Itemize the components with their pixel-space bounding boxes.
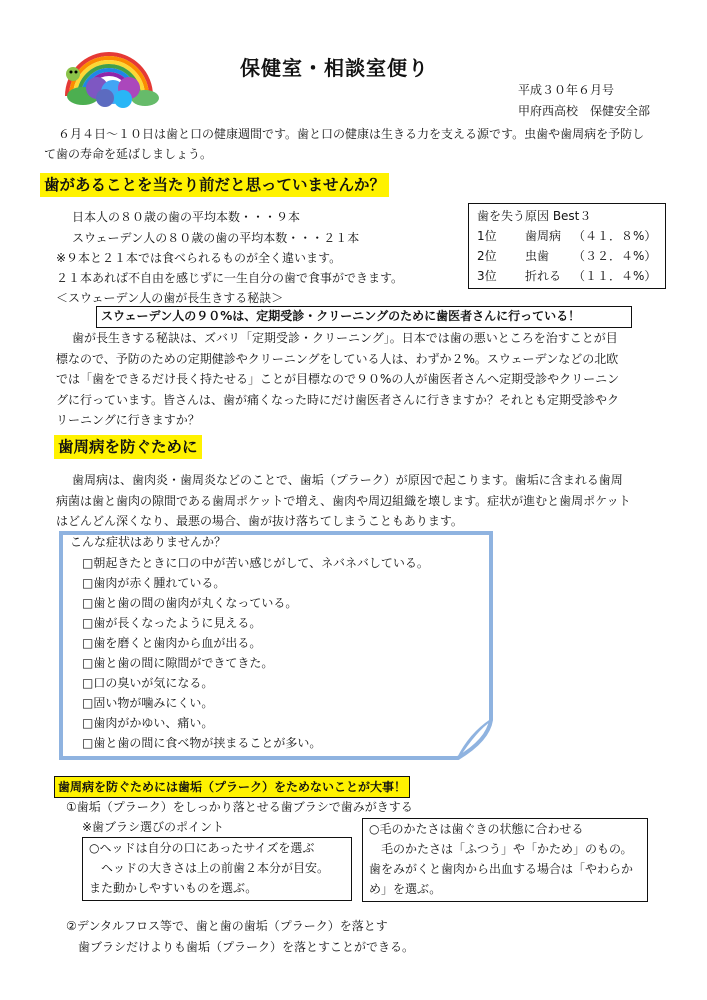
intro-line-2: て歯の寿命を延ばしましょう。: [44, 147, 213, 161]
rainbow-hydrangea-illustration: [55, 36, 165, 111]
japan-teeth-count: 日本人の８０歳の歯の平均本数・・・９本: [72, 210, 301, 224]
ranking-title: 歯を失う原因 Best３: [477, 209, 592, 223]
section1-body-5: リーニングに行きますか？: [56, 413, 200, 427]
brush-hardness-line-2: 毛のかたさは「ふつう」や「かため」のもの。: [369, 842, 633, 856]
section2-body-1: 歯周病は、歯肉炎・歯周炎などのことで、歯垢（プラーク）が原因で起こります。歯垢に含まれる歯周: [72, 473, 623, 487]
section3-heading: 歯周病を防ぐためには歯垢（プラーク）をためないことが大事！: [54, 776, 410, 798]
brush-hardness-line-1: ○毛のかたさは歯ぐきの状態に合わせる: [369, 822, 584, 836]
ranking-cause-1: 歯周病: [525, 229, 562, 243]
checklist-item: □歯と歯の間に隙間ができてきた。: [82, 656, 274, 670]
ranking-rank-3: 3位: [477, 269, 497, 283]
issue-date: 平成３０年６月号: [518, 83, 615, 97]
checklist-item: □歯と歯の間の歯肉が丸くなっている。: [82, 596, 298, 610]
brush-size-line-3: また動かしやすいものを選ぶ。: [89, 881, 258, 895]
section2-body-3: はどんどん深くなり、最悪の場合、歯が抜け落ちてしまうこともあります。: [56, 514, 463, 528]
ranking-box: [468, 203, 666, 289]
sweden-teeth-count: スウェーデン人の８０歳の歯の平均本数・・・２１本: [72, 231, 360, 245]
checklist-item: □歯を磨くと歯肉から血が出る。: [82, 636, 262, 650]
ranking-rank-2: 2位: [477, 249, 497, 263]
checklist: [82, 553, 429, 753]
note-line-2: ２１本あれば不自由を感じずに一生自分の歯で食事ができます。: [56, 271, 404, 285]
point2-line-1: ②デンタルフロス等で、歯と歯の歯垢（プラーク）を落とす: [66, 919, 388, 933]
checklist-item: □歯と歯の間に食べ物が挟まることが多い。: [82, 736, 322, 750]
section1-body-1: 歯が長生きする秘訣は、ズバリ「定期受診・クリーニング」。日本では歯の悪いところを治すことが目: [72, 331, 618, 345]
secret-banner: スウェーデン人の９０%は、定期受診・クリーニングのために歯医者さんに行っている！: [96, 306, 632, 328]
checklist-item: □歯肉がかゆい、痛い。: [82, 716, 214, 730]
section1-body-4: グに行っています。皆さんは、歯が痛くなった時にだけ歯医者さんに行きますか？それとも定期受診やク: [56, 393, 620, 407]
section2-heading: 歯周病を防ぐために: [54, 435, 202, 459]
brush-hardness-line-4: め」を選ぶ。: [369, 882, 442, 896]
ranking-pct-2: （３２．４%）: [573, 249, 657, 263]
brush-tip-hardness-box: [362, 818, 648, 902]
checklist-item: □口の臭いが気になる。: [82, 676, 214, 690]
brush-tip-size-box: [82, 837, 352, 901]
section2-body-2: 病菌は歯と歯肉の隙間である歯周ポケットで増え、歯肉や周辺組織を壊します。症状が進むと歯周ポケット: [56, 494, 631, 508]
ranking-cause-2: 虫歯: [525, 249, 550, 263]
ranking-rank-1: 1位: [477, 229, 497, 243]
brush-size-line-1: ○ヘッドは自分の口にあったサイズを選ぶ: [89, 841, 315, 855]
brush-size-line-2: ヘッドの大きさは上の前歯２本分が目安。: [89, 861, 330, 875]
checklist-item: □歯が長くなったように見える。: [82, 616, 262, 630]
point2-line-2: 歯ブラシだけよりも歯垢（プラーク）を落とすことができる。: [66, 940, 415, 954]
section1-body-2: 標なので、予防のための定期健診やクリーニングをしている人は、わずか２%。スウェーデンなどの北欧: [56, 352, 619, 366]
issuer: 甲府西高校 保健安全部: [518, 104, 651, 118]
page-title: 保健室・相談室便り: [240, 56, 429, 80]
brush-note: ※歯ブラシ選びのポイント: [82, 820, 225, 834]
ranking-pct-1: （４１．８%）: [573, 229, 657, 243]
section1-heading: 歯があることを当たり前だと思っていませんか？: [40, 173, 389, 197]
ranking-pct-3: （１１．４%）: [573, 269, 657, 283]
checklist-title: こんな症状はありませんか？: [70, 535, 227, 549]
note-line: ※９本と２１本では食べられるものが全く違います。: [56, 251, 342, 265]
checklist-item: □朝起きたときに口の中が苦い感じがして、ネバネバしている。: [82, 556, 429, 570]
intro-line-1: ６月４日～１０日は歯と口の健康週間です。歯と口の健康は生きる力を支える源です。虫歯や歯周病を予防し: [58, 127, 645, 141]
point1: ①歯垢（プラーク）をしっかり落とせる歯ブラシで歯みがきする: [66, 800, 413, 814]
section1-body-3: では「歯をできるだけ長く持たせる」ことが目標なので９０%の人が歯医者さんへ定期受診やクリーニン: [56, 372, 620, 386]
checklist-item: □歯肉が赤く腫れている。: [82, 576, 226, 590]
checklist-item: □固い物が噛みにくい。: [82, 696, 214, 710]
secret-label: ＜スウェーデン人の歯が長生きする秘訣＞: [56, 291, 284, 305]
ranking-cause-3: 折れる: [525, 269, 562, 283]
brush-hardness-line-3: 歯をみがくと歯肉から出血する場合は「やわらか: [369, 862, 634, 876]
